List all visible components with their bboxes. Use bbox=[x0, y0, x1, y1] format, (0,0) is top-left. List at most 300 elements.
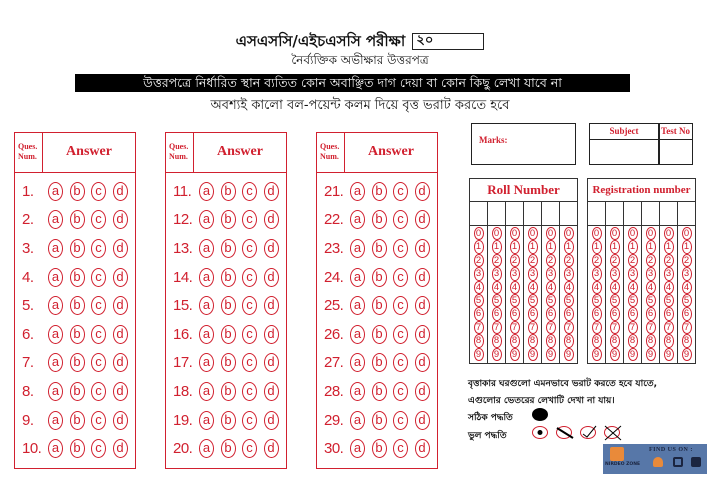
digit-bubble[interactable]: 4 bbox=[682, 281, 692, 294]
digit-bubble[interactable]: 1 bbox=[528, 240, 538, 253]
question-number: 12. bbox=[173, 211, 193, 229]
answer-bubble-b[interactable]: b bbox=[372, 210, 387, 229]
answer-bubble-c[interactable]: c bbox=[393, 210, 408, 229]
answer-bubble-a[interactable]: a bbox=[48, 439, 63, 458]
digit-bubble[interactable]: 9 bbox=[646, 348, 656, 361]
answer-bubble-a[interactable]: a bbox=[199, 353, 214, 372]
digit-column bbox=[470, 226, 488, 363]
digit-bubble[interactable]: 3 bbox=[474, 267, 484, 280]
answer-bubble-a[interactable]: a bbox=[48, 325, 63, 344]
question-rows bbox=[317, 177, 437, 463]
digit-bubble[interactable]: 7 bbox=[628, 321, 638, 334]
digit-bubble[interactable]: 8 bbox=[546, 334, 556, 347]
digit-bubble[interactable]: 4 bbox=[564, 281, 574, 294]
answer-bubble-b[interactable]: b bbox=[221, 382, 236, 401]
digit-bubble[interactable]: 0 bbox=[682, 227, 692, 240]
digit-column bbox=[524, 226, 542, 363]
digit-bubble[interactable]: 4 bbox=[592, 281, 602, 294]
instagram-icon[interactable] bbox=[673, 457, 683, 467]
answer-bubble-a[interactable]: a bbox=[350, 268, 365, 287]
answer-bubble-c[interactable]: c bbox=[242, 353, 257, 372]
answer-bubble-b[interactable]: b bbox=[372, 239, 387, 258]
question-row bbox=[15, 291, 135, 320]
digit-bubble[interactable]: 8 bbox=[592, 334, 602, 347]
answer-bubble-a[interactable]: a bbox=[199, 182, 214, 201]
answer-bubble-d[interactable]: d bbox=[113, 268, 128, 287]
question-row bbox=[166, 291, 286, 320]
digit-bubble[interactable]: 6 bbox=[564, 307, 574, 320]
answer-bubble-d[interactable]: d bbox=[264, 210, 279, 229]
question-row bbox=[166, 434, 286, 463]
digit-bubble[interactable]: 2 bbox=[564, 254, 574, 267]
digit-bubble[interactable]: 8 bbox=[510, 334, 520, 347]
answer-bubble-a[interactable]: a bbox=[350, 239, 365, 258]
digit-bubble[interactable]: 5 bbox=[628, 294, 638, 307]
digit-bubble[interactable]: 7 bbox=[546, 321, 556, 334]
answer-bubble-b[interactable]: b bbox=[70, 182, 85, 201]
answer-bubble-c[interactable]: c bbox=[91, 182, 106, 201]
digit-bubble[interactable]: 6 bbox=[492, 307, 502, 320]
digit-bubble[interactable]: 4 bbox=[492, 281, 502, 294]
digit-bubble[interactable]: 9 bbox=[546, 348, 556, 361]
question-number: 8. bbox=[22, 382, 34, 400]
answer-bubble-c[interactable]: c bbox=[91, 325, 106, 344]
answer-bubble-b[interactable]: b bbox=[70, 439, 85, 458]
answer-bubble-d[interactable]: d bbox=[113, 325, 128, 344]
answer-bubble-b[interactable]: b bbox=[372, 268, 387, 287]
question-row bbox=[15, 234, 135, 263]
answer-bubble-d[interactable]: d bbox=[415, 325, 430, 344]
digit-bubble[interactable]: 1 bbox=[564, 240, 574, 253]
answer-bubble-b[interactable]: b bbox=[221, 268, 236, 287]
digit-write-cell[interactable] bbox=[678, 202, 695, 225]
answer-bubble-a[interactable]: a bbox=[48, 239, 63, 258]
digit-bubble[interactable]: 0 bbox=[474, 227, 484, 240]
answer-bubble-c[interactable]: c bbox=[91, 382, 106, 401]
digit-bubble[interactable]: 2 bbox=[592, 254, 602, 267]
answer-bubble-c[interactable]: c bbox=[242, 325, 257, 344]
digit-bubble[interactable]: 6 bbox=[610, 307, 620, 320]
answer-bubble-c[interactable]: c bbox=[242, 411, 257, 430]
digit-bubble[interactable]: 5 bbox=[564, 294, 574, 307]
digit-write-cell[interactable] bbox=[642, 202, 660, 225]
digit-bubble[interactable]: 8 bbox=[492, 334, 502, 347]
answer-bubble-b[interactable]: b bbox=[372, 182, 387, 201]
digit-bubble[interactable]: 9 bbox=[628, 348, 638, 361]
answer-bubble-a[interactable]: a bbox=[350, 353, 365, 372]
digit-bubble[interactable]: 1 bbox=[628, 240, 638, 253]
question-row bbox=[166, 177, 286, 206]
answer-bubble-c[interactable]: c bbox=[91, 296, 106, 315]
digit-bubble[interactable]: 7 bbox=[610, 321, 620, 334]
digit-bubble[interactable]: 0 bbox=[564, 227, 574, 240]
digit-bubble[interactable]: 7 bbox=[510, 321, 520, 334]
facebook-icon[interactable] bbox=[691, 457, 701, 467]
wrong-method-label: ভুল পদ্ধতি bbox=[468, 431, 507, 441]
question-number: 3. bbox=[22, 239, 34, 257]
digit-bubble[interactable]: 5 bbox=[592, 294, 602, 307]
wrong-cross-bubble-icon bbox=[604, 426, 620, 439]
answer-bubble-a[interactable]: a bbox=[350, 296, 365, 315]
digit-bubble[interactable]: 9 bbox=[610, 348, 620, 361]
digit-bubble[interactable]: 3 bbox=[592, 267, 602, 280]
digit-bubble[interactable]: 4 bbox=[610, 281, 620, 294]
answer-bubble-b[interactable]: b bbox=[221, 411, 236, 430]
question-rows bbox=[15, 177, 135, 463]
answer-bubble-a[interactable]: a bbox=[350, 210, 365, 229]
pin-icon[interactable] bbox=[653, 457, 663, 467]
answer-bubble-d[interactable]: d bbox=[415, 439, 430, 458]
answer-bubble-c[interactable]: c bbox=[393, 296, 408, 315]
digit-write-cell[interactable] bbox=[588, 202, 606, 225]
answer-bubble-b[interactable]: b bbox=[70, 353, 85, 372]
answer-bubble-a[interactable]: a bbox=[48, 182, 63, 201]
digit-bubble[interactable]: 7 bbox=[664, 321, 674, 334]
answer-bubble-b[interactable]: b bbox=[221, 353, 236, 372]
digit-bubble[interactable]: 4 bbox=[546, 281, 556, 294]
digit-bubble[interactable]: 2 bbox=[682, 254, 692, 267]
digit-bubble[interactable]: 8 bbox=[610, 334, 620, 347]
answer-bubble-c[interactable]: c bbox=[393, 239, 408, 258]
digit-bubble[interactable]: 0 bbox=[610, 227, 620, 240]
answer-bubble-d[interactable]: d bbox=[264, 182, 279, 201]
digit-bubble[interactable]: 9 bbox=[492, 348, 502, 361]
digit-bubble[interactable]: 1 bbox=[646, 240, 656, 253]
answer-bubble-d[interactable]: d bbox=[113, 210, 128, 229]
digit-bubble[interactable]: 8 bbox=[528, 334, 538, 347]
answer-bubble-d[interactable]: d bbox=[264, 296, 279, 315]
answer-bubble-b[interactable]: b bbox=[70, 382, 85, 401]
digit-bubble[interactable]: 6 bbox=[510, 307, 520, 320]
digit-bubble[interactable]: 0 bbox=[628, 227, 638, 240]
answer-bubble-d[interactable]: d bbox=[113, 353, 128, 372]
answer-bubble-a[interactable]: a bbox=[350, 411, 365, 430]
question-number: 19. bbox=[173, 411, 193, 429]
answer-bubble-b[interactable]: b bbox=[372, 296, 387, 315]
answer-bubble-b[interactable]: b bbox=[372, 382, 387, 401]
digit-bubble[interactable]: 9 bbox=[564, 348, 574, 361]
answer-bubble-a[interactable]: a bbox=[48, 382, 63, 401]
promo-banner[interactable] bbox=[603, 444, 707, 474]
answer-bubble-c[interactable]: c bbox=[91, 268, 106, 287]
exam-year-field[interactable]: ২০ bbox=[412, 33, 484, 50]
digit-bubble[interactable]: 8 bbox=[682, 334, 692, 347]
answer-bubble-b[interactable]: b bbox=[372, 353, 387, 372]
digit-bubble[interactable]: 2 bbox=[546, 254, 556, 267]
answer-bubble-b[interactable]: b bbox=[221, 439, 236, 458]
answer-bubble-a[interactable]: a bbox=[350, 382, 365, 401]
digit-write-cell[interactable] bbox=[560, 202, 577, 225]
digit-bubble[interactable]: 6 bbox=[474, 307, 484, 320]
answer-bubble-d[interactable]: d bbox=[113, 382, 128, 401]
answer-bubble-d[interactable]: d bbox=[264, 325, 279, 344]
answer-bubble-c[interactable]: c bbox=[393, 411, 408, 430]
digit-bubble[interactable]: 8 bbox=[474, 334, 484, 347]
question-number: 2. bbox=[22, 211, 34, 229]
digit-bubble[interactable]: 4 bbox=[510, 281, 520, 294]
digit-bubble[interactable]: 3 bbox=[564, 267, 574, 280]
digit-bubble[interactable]: 8 bbox=[628, 334, 638, 347]
answer-bubble-b[interactable]: b bbox=[372, 411, 387, 430]
digit-column bbox=[488, 226, 506, 363]
digit-bubble[interactable]: 2 bbox=[628, 254, 638, 267]
digit-bubble[interactable]: 6 bbox=[546, 307, 556, 320]
answer-bubble-a[interactable]: a bbox=[199, 325, 214, 344]
digit-bubble[interactable]: 5 bbox=[682, 294, 692, 307]
answer-bubble-a[interactable]: a bbox=[48, 268, 63, 287]
answer-bubble-d[interactable]: d bbox=[415, 382, 430, 401]
digit-bubble[interactable]: 3 bbox=[646, 267, 656, 280]
num-label: Num. bbox=[169, 152, 188, 161]
digit-bubble[interactable]: 0 bbox=[546, 227, 556, 240]
digit-bubble[interactable]: 4 bbox=[628, 281, 638, 294]
digit-bubble[interactable]: 6 bbox=[646, 307, 656, 320]
answer-bubble-b[interactable]: b bbox=[70, 411, 85, 430]
digit-bubble[interactable]: 5 bbox=[510, 294, 520, 307]
digit-write-cell[interactable] bbox=[624, 202, 642, 225]
answer-column-header bbox=[15, 133, 135, 173]
answer-bubble-d[interactable]: d bbox=[113, 182, 128, 201]
digit-bubble[interactable]: 1 bbox=[510, 240, 520, 253]
answer-bubble-b[interactable]: b bbox=[70, 296, 85, 315]
digit-bubble[interactable]: 5 bbox=[610, 294, 620, 307]
digit-bubble[interactable]: 2 bbox=[492, 254, 502, 267]
warning-banner: উত্তরপত্রে নির্ধারিত স্থান ব্যতিত কোন অবাঞ্ছিত দাগ দেয়া বা কোন কিছু লেখা যাবে না bbox=[75, 74, 630, 92]
question-number: 5. bbox=[22, 297, 34, 315]
digit-write-cell[interactable] bbox=[606, 202, 624, 225]
marks-box[interactable] bbox=[471, 123, 576, 165]
answer-bubble-d[interactable]: d bbox=[415, 296, 430, 315]
digit-bubble[interactable]: 7 bbox=[564, 321, 574, 334]
answer-bubble-c[interactable]: c bbox=[393, 325, 408, 344]
question-number: 28. bbox=[324, 382, 344, 400]
digit-bubble[interactable]: 2 bbox=[528, 254, 538, 267]
answer-bubble-a[interactable]: a bbox=[199, 382, 214, 401]
answer-bubble-a[interactable]: a bbox=[48, 411, 63, 430]
digit-write-cell[interactable] bbox=[488, 202, 506, 225]
question-row bbox=[317, 206, 437, 235]
digit-bubble[interactable]: 9 bbox=[528, 348, 538, 361]
digit-bubble[interactable]: 7 bbox=[492, 321, 502, 334]
digit-write-cell[interactable] bbox=[470, 202, 488, 225]
answer-bubble-d[interactable]: d bbox=[113, 239, 128, 258]
answer-bubble-a[interactable]: a bbox=[199, 239, 214, 258]
answer-bubble-a[interactable]: a bbox=[199, 268, 214, 287]
answer-bubble-a[interactable]: a bbox=[199, 439, 214, 458]
shopping-bag-icon bbox=[610, 447, 624, 461]
answer-bubble-c[interactable]: c bbox=[393, 268, 408, 287]
answer-bubble-d[interactable]: d bbox=[415, 353, 430, 372]
answer-bubble-c[interactable]: c bbox=[91, 353, 106, 372]
digit-bubble[interactable]: 6 bbox=[682, 307, 692, 320]
answer-bubble-b[interactable]: b bbox=[70, 268, 85, 287]
digit-column bbox=[506, 226, 524, 363]
answer-bubble-a[interactable]: a bbox=[48, 296, 63, 315]
digit-write-cell[interactable] bbox=[524, 202, 542, 225]
digit-bubble[interactable]: 5 bbox=[664, 294, 674, 307]
answer-bubble-a[interactable]: a bbox=[350, 439, 365, 458]
digit-bubble[interactable]: 7 bbox=[474, 321, 484, 334]
answer-bubble-a[interactable]: a bbox=[350, 182, 365, 201]
answer-bubble-c[interactable]: c bbox=[242, 296, 257, 315]
answer-bubble-a[interactable]: a bbox=[350, 325, 365, 344]
digit-write-cell[interactable] bbox=[506, 202, 524, 225]
question-row bbox=[317, 434, 437, 463]
answer-bubble-d[interactable]: d bbox=[415, 239, 430, 258]
question-number: 9. bbox=[22, 411, 34, 429]
digit-bubble[interactable]: 4 bbox=[528, 281, 538, 294]
digit-bubble[interactable]: 5 bbox=[546, 294, 556, 307]
answer-bubble-b[interactable]: b bbox=[221, 210, 236, 229]
answer-bubble-d[interactable]: d bbox=[415, 268, 430, 287]
digit-bubble[interactable]: 9 bbox=[474, 348, 484, 361]
answer-bubble-d[interactable]: d bbox=[264, 439, 279, 458]
answer-bubble-d[interactable]: d bbox=[264, 411, 279, 430]
digit-bubble[interactable]: 1 bbox=[492, 240, 502, 253]
answer-bubble-b[interactable]: b bbox=[372, 325, 387, 344]
answer-bubble-a[interactable]: a bbox=[199, 296, 214, 315]
answer-bubble-a[interactable]: a bbox=[199, 411, 214, 430]
digit-bubble[interactable]: 6 bbox=[528, 307, 538, 320]
answer-bubble-b[interactable]: b bbox=[372, 439, 387, 458]
digit-bubble[interactable]: 5 bbox=[474, 294, 484, 307]
digit-bubble[interactable]: 0 bbox=[592, 227, 602, 240]
digit-bubble[interactable]: 8 bbox=[664, 334, 674, 347]
answer-bubble-b[interactable]: b bbox=[221, 325, 236, 344]
digit-bubble[interactable]: 0 bbox=[646, 227, 656, 240]
digit-bubble[interactable]: 0 bbox=[664, 227, 674, 240]
digit-bubble[interactable]: 5 bbox=[492, 294, 502, 307]
digit-bubble[interactable]: 1 bbox=[610, 240, 620, 253]
question-row bbox=[15, 177, 135, 206]
question-row bbox=[15, 434, 135, 463]
digit-bubble[interactable]: 9 bbox=[682, 348, 692, 361]
digit-bubble[interactable]: 1 bbox=[682, 240, 692, 253]
digit-bubble[interactable]: 6 bbox=[592, 307, 602, 320]
digit-bubble[interactable]: 7 bbox=[592, 321, 602, 334]
answer-bubble-b[interactable]: b bbox=[70, 210, 85, 229]
digit-bubble[interactable]: 2 bbox=[610, 254, 620, 267]
digit-bubble[interactable]: 6 bbox=[664, 307, 674, 320]
answer-bubble-d[interactable]: d bbox=[264, 353, 279, 372]
digit-bubble[interactable]: 2 bbox=[474, 254, 484, 267]
digit-bubble[interactable]: 6 bbox=[628, 307, 638, 320]
digit-bubble[interactable]: 5 bbox=[646, 294, 656, 307]
answer-bubble-a[interactable]: a bbox=[199, 210, 214, 229]
answer-bubble-c[interactable]: c bbox=[242, 182, 257, 201]
question-row bbox=[166, 377, 286, 406]
answer-bubble-c[interactable]: c bbox=[393, 439, 408, 458]
digit-bubble[interactable]: 3 bbox=[492, 267, 502, 280]
answer-bubble-d[interactable]: d bbox=[264, 239, 279, 258]
digit-bubble[interactable]: 7 bbox=[646, 321, 656, 334]
subject-testno-box bbox=[589, 123, 693, 165]
digit-bubble[interactable]: 9 bbox=[510, 348, 520, 361]
digit-bubble[interactable]: 3 bbox=[546, 267, 556, 280]
answer-bubble-c[interactable]: c bbox=[91, 210, 106, 229]
answer-bubble-c[interactable]: c bbox=[242, 210, 257, 229]
answer-bubble-c[interactable]: c bbox=[91, 239, 106, 258]
digit-bubble[interactable]: 1 bbox=[664, 240, 674, 253]
question-row bbox=[317, 263, 437, 292]
answer-bubble-d[interactable]: d bbox=[415, 411, 430, 430]
digit-bubble[interactable]: 3 bbox=[528, 267, 538, 280]
digit-bubble[interactable]: 1 bbox=[546, 240, 556, 253]
answer-bubble-c[interactable]: c bbox=[242, 268, 257, 287]
digit-write-cell[interactable] bbox=[542, 202, 560, 225]
answer-bubble-d[interactable]: d bbox=[113, 411, 128, 430]
fill-instruction-line1: বৃত্তাকার ঘরগুলো এমনভাবে ভরাট করতে হবে যাতে, bbox=[468, 379, 658, 389]
answer-bubble-c[interactable]: c bbox=[91, 439, 106, 458]
digit-write-cell[interactable] bbox=[660, 202, 678, 225]
digit-bubble[interactable]: 7 bbox=[682, 321, 692, 334]
answer-label: Answer bbox=[368, 144, 414, 159]
digit-bubble[interactable]: 0 bbox=[510, 227, 520, 240]
digit-bubble[interactable]: 7 bbox=[528, 321, 538, 334]
answer-bubble-d[interactable]: d bbox=[415, 210, 430, 229]
digit-bubble[interactable]: 9 bbox=[664, 348, 674, 361]
digit-bubble[interactable]: 4 bbox=[474, 281, 484, 294]
answer-bubble-d[interactable]: d bbox=[113, 439, 128, 458]
answer-bubble-c[interactable]: c bbox=[242, 439, 257, 458]
answer-bubble-b[interactable]: b bbox=[70, 239, 85, 258]
digit-bubble[interactable]: 5 bbox=[528, 294, 538, 307]
answer-bubble-c[interactable]: c bbox=[242, 239, 257, 258]
answer-bubble-b[interactable]: b bbox=[221, 239, 236, 258]
ques-num-label bbox=[15, 133, 43, 172]
digit-bubble[interactable]: 8 bbox=[646, 334, 656, 347]
digit-bubble[interactable]: 3 bbox=[510, 267, 520, 280]
question-row bbox=[15, 206, 135, 235]
answer-bubble-b[interactable]: b bbox=[70, 325, 85, 344]
answer-bubble-c[interactable]: c bbox=[393, 182, 408, 201]
answer-bubble-c[interactable]: c bbox=[242, 382, 257, 401]
answer-bubble-d[interactable]: d bbox=[113, 296, 128, 315]
digit-bubble[interactable]: 3 bbox=[682, 267, 692, 280]
digit-bubble[interactable]: 1 bbox=[474, 240, 484, 253]
registration-number-bubbles bbox=[588, 226, 695, 363]
answer-bubble-c[interactable]: c bbox=[91, 411, 106, 430]
digit-bubble[interactable]: 0 bbox=[528, 227, 538, 240]
question-row bbox=[15, 349, 135, 378]
answer-bubble-b[interactable]: b bbox=[221, 182, 236, 201]
digit-bubble[interactable]: 2 bbox=[510, 254, 520, 267]
digit-bubble[interactable]: 3 bbox=[628, 267, 638, 280]
answer-bubble-d[interactable]: d bbox=[415, 182, 430, 201]
digit-bubble[interactable]: 9 bbox=[592, 348, 602, 361]
answer-bubble-c[interactable]: c bbox=[393, 382, 408, 401]
digit-bubble[interactable]: 2 bbox=[664, 254, 674, 267]
digit-bubble[interactable]: 4 bbox=[646, 281, 656, 294]
answer-bubble-a[interactable]: a bbox=[48, 210, 63, 229]
question-row bbox=[15, 406, 135, 435]
answer-bubble-d[interactable]: d bbox=[264, 382, 279, 401]
digit-bubble[interactable]: 3 bbox=[664, 267, 674, 280]
answer-bubble-a[interactable]: a bbox=[48, 353, 63, 372]
answer-bubble-d[interactable]: d bbox=[264, 268, 279, 287]
answer-bubble-b[interactable]: b bbox=[221, 296, 236, 315]
digit-bubble[interactable]: 2 bbox=[646, 254, 656, 267]
digit-bubble[interactable]: 8 bbox=[564, 334, 574, 347]
digit-bubble[interactable]: 0 bbox=[492, 227, 502, 240]
answer-column-header bbox=[166, 133, 286, 173]
wrong-dot-bubble-icon bbox=[532, 426, 548, 439]
digit-bubble[interactable]: 1 bbox=[592, 240, 602, 253]
digit-bubble[interactable]: 4 bbox=[664, 281, 674, 294]
ques-label: Ques. bbox=[169, 142, 189, 151]
digit-bubble[interactable]: 3 bbox=[610, 267, 620, 280]
answer-bubble-c[interactable]: c bbox=[393, 353, 408, 372]
